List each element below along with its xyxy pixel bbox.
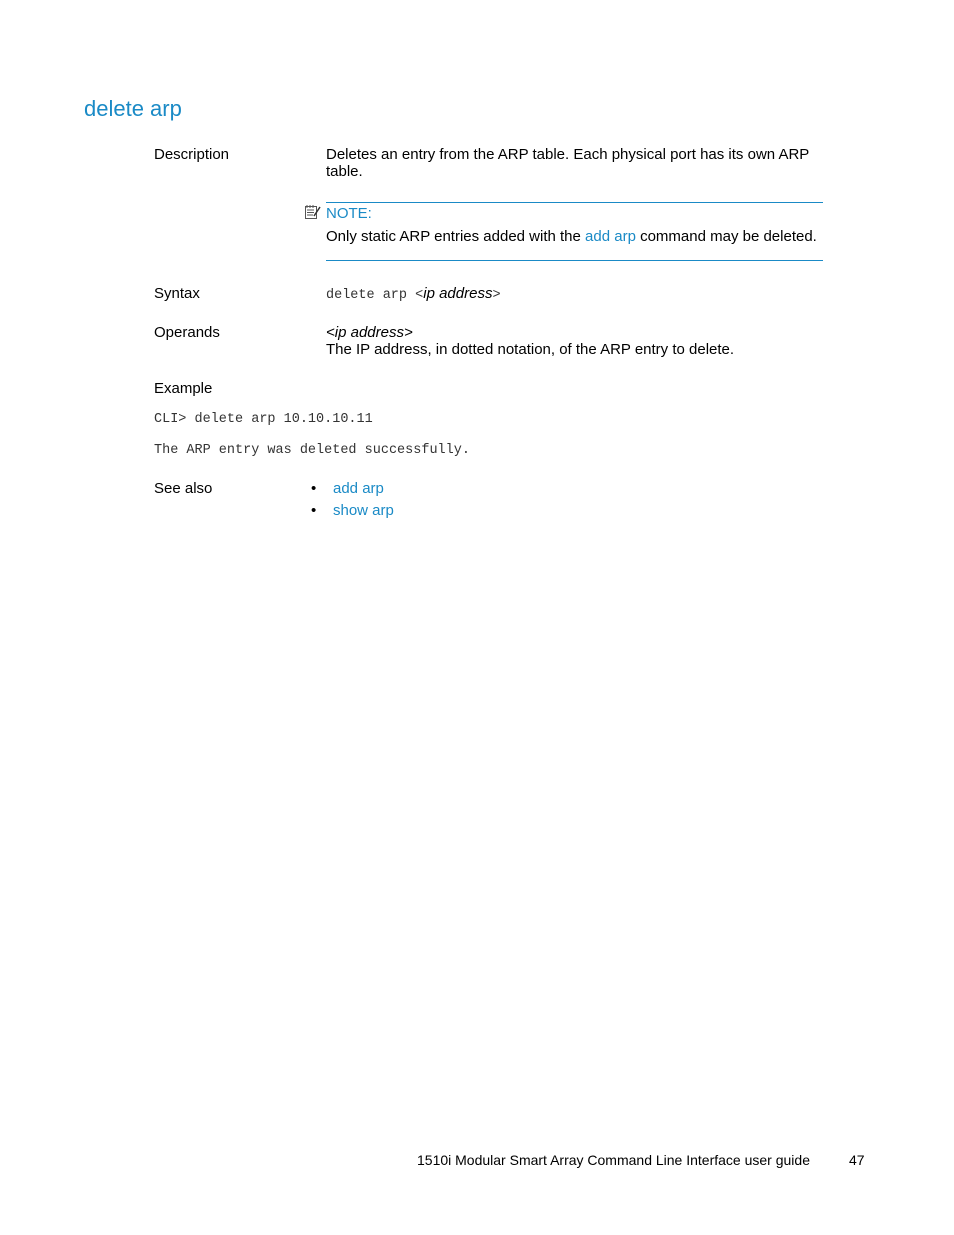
description-text <box>326 146 809 180</box>
description-line-1: Deletes an entry from the ARP table. Each physical port has its own ARP <box>326 146 810 163</box>
note-top-rule <box>326 202 823 203</box>
see-also-show-arp-link[interactable]: show arp <box>333 502 394 519</box>
example-output: The ARP entry was deleted successfully. <box>154 443 470 458</box>
syntax-label: Syntax <box>154 285 200 302</box>
example-command: CLI> delete arp 10.10.10.11 <box>154 412 373 427</box>
see-also-label: See also <box>154 480 213 497</box>
add-arp-link[interactable]: add arp <box>585 228 636 245</box>
operands-block <box>326 324 734 358</box>
page-number: 47 <box>849 1152 865 1168</box>
description-label: Description <box>154 146 230 163</box>
operands-label: Operands <box>154 324 220 341</box>
syntax-command-text: delete arp <box>326 288 416 303</box>
page-title: delete arp <box>84 96 182 121</box>
operand-param: ip address <box>334 324 404 341</box>
syntax-param: ip address <box>423 285 493 302</box>
operand-description: The IP address, in dotted notation, of the ARP entry to delete. <box>326 341 735 358</box>
note-pad-icon <box>304 203 321 220</box>
syntax-lt: < <box>415 288 424 303</box>
operand-gt: > <box>403 324 413 341</box>
operand-lt: < <box>326 324 335 341</box>
note-bottom-rule <box>326 260 823 261</box>
syntax-command <box>326 285 501 303</box>
note-text <box>326 228 817 245</box>
example-label: Example <box>154 380 213 397</box>
footer-guide-title: 1510i Modular Smart Array Command Line Interface user guide <box>417 1152 810 1168</box>
description-line-2: table. <box>326 163 363 180</box>
see-also-add-arp-link[interactable]: add arp <box>333 480 384 497</box>
note-text-after: command may be deleted. <box>635 228 817 245</box>
see-also-bullet-1: • <box>311 480 317 497</box>
note-label: NOTE: <box>326 205 372 222</box>
operand-name <box>326 324 734 341</box>
syntax-gt: > <box>492 288 501 303</box>
see-also-bullet-2: • <box>311 502 317 519</box>
note-text-before: Only static ARP entries added with the <box>326 228 586 245</box>
